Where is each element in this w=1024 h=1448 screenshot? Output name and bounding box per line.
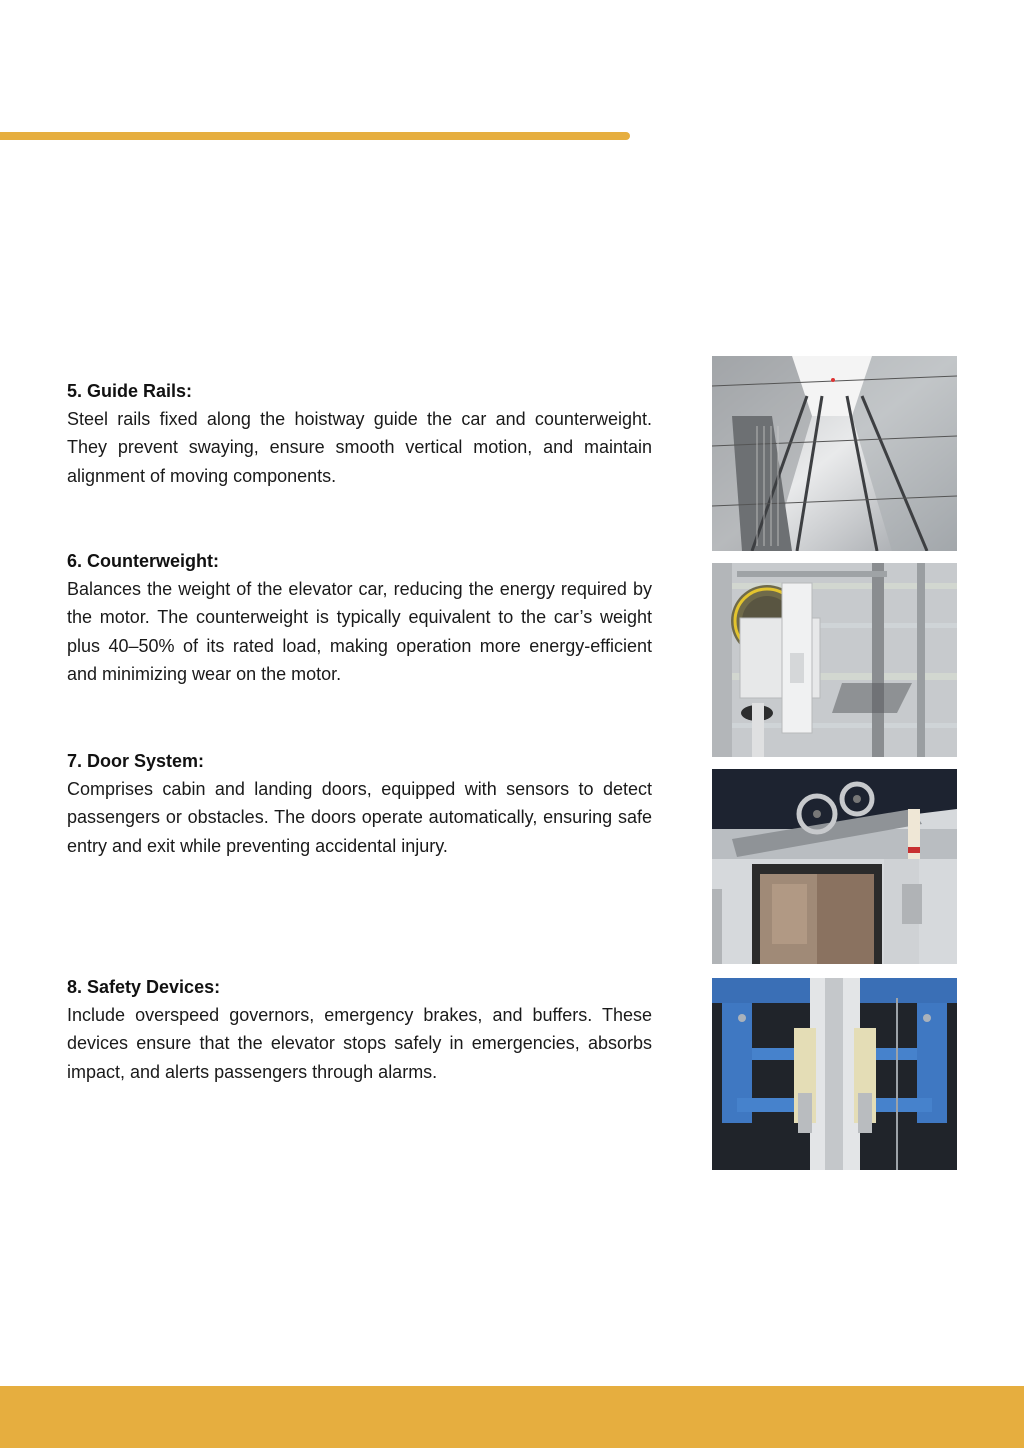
top-accent-rule (0, 132, 630, 140)
section-body: Balances the weight of the elevator car, reducing the energy required by the motor. The counterweight is typically equivalent to the car’s weight plus 40–50% of its rated load, making operation more energy-efficient and minimizing wear on the motor. (67, 579, 652, 685)
section-door-system (67, 747, 652, 860)
section-counterweight (67, 547, 652, 689)
section-body: Include overspeed governors, emergency brakes, and buffers. These devices ensure that the elevator stops safely in emergencies, absorbs impact, and alerts passengers through alarms. (67, 1005, 652, 1082)
section-heading: 7. Door System: (67, 751, 205, 771)
section-heading: 8. Safety Devices: (67, 977, 221, 997)
section-body: Steel rails fixed along the hoistway guide the car and counterweight. They prevent swaying, ensure smooth vertical motion, and maintain alignment of moving components. (67, 409, 652, 486)
section-guide-rails (67, 377, 652, 490)
guide-rails-photo (712, 356, 957, 551)
counterweight-photo (712, 563, 957, 757)
door-system-photo (712, 769, 957, 964)
section-safety-devices (67, 973, 652, 1086)
section-heading: 6. Counterweight: (67, 551, 219, 571)
section-body: Comprises cabin and landing doors, equipped with sensors to detect passengers or obstacles. The doors operate automatically, ensuring safe entry and exit while preventing accidental injury. (67, 779, 652, 856)
footer-accent-band (0, 1386, 1024, 1448)
section-heading: 5. Guide Rails: (67, 381, 193, 401)
safety-devices-photo (712, 978, 957, 1170)
